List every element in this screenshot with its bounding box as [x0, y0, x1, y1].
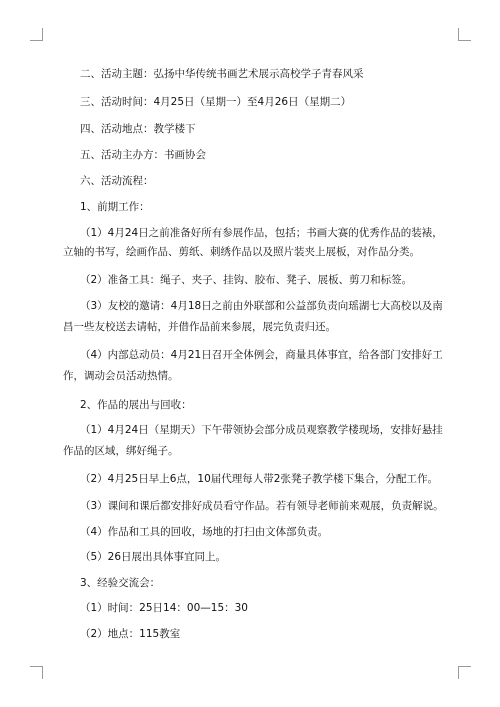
section-heading: 3、经验交流会： [80, 577, 161, 589]
paragraph-line: （3）友校的邀请：4月18日之前由外联部和公益部负责向瑶湖七大高校以及南 [80, 300, 443, 312]
paragraph-line: 作品的区域，绑好绳子。 [63, 445, 179, 457]
paragraph-line: （4）内部总动员：4月21日召开全体例会，商量具体事宜，给各部门安排好工 [80, 349, 443, 361]
section-heading: 2、作品的展出与回收： [80, 399, 192, 411]
paragraph-line: （1）4月24日之前准备好所有参展作品，包括；书画大赛的优秀作品的装裱， [80, 227, 443, 239]
paragraph-line: （1）时间：25日14：00—15：30 [80, 602, 248, 614]
section-heading: 1、前期工作： [80, 201, 150, 213]
activity-theme-line: 二、活动主题：弘扬中华传统书画艺术展示高校学子青春风采 [80, 68, 364, 80]
paragraph-line: （5）26日展出具体事宜同上。 [80, 551, 227, 563]
paragraph-line: （4）作品和工具的回收，场地的打扫由文体部负责。 [80, 526, 329, 538]
paragraph-line: 立轴的书写，绘画作品、剪纸、刺绣作品以及照片装夹上展板，对作品分类。 [63, 246, 420, 258]
activity-process-heading: 六、活动流程： [80, 175, 154, 187]
paragraph-line: （2）地点：115教室 [80, 628, 181, 640]
paragraph-line: （2）准备工具：绳子、夹子、挂钩、胶布、凳子、展板、剪刀和标签。 [80, 274, 413, 286]
activity-location-line: 四、活动地点：教学楼下 [80, 123, 196, 135]
paragraph-line: 昌一些友校送去请帖，并借作品前来参展，展完负责归还。 [63, 321, 336, 333]
activity-time-line: 三、活动时间：4月25日（星期一）至4月26日（星期二） [80, 96, 352, 108]
paragraph-line: 作，调动会员活动热情。 [63, 370, 179, 382]
activity-organizer-line: 五、活动主办方：书画协会 [80, 149, 206, 161]
paragraph-line: （2）4月25日早上6点，10届代理每人带2张凳子教学楼下集合，分配工作。 [80, 473, 438, 485]
paragraph-line: （3）课间和课后都安排好成员看守作品。若有领导老师前来观展，负责解说。 [80, 500, 444, 512]
paragraph-line: （1）4月24日（星期天）下午带领协会部分成员观察教学楼现场，安排好悬挂 [80, 424, 443, 436]
